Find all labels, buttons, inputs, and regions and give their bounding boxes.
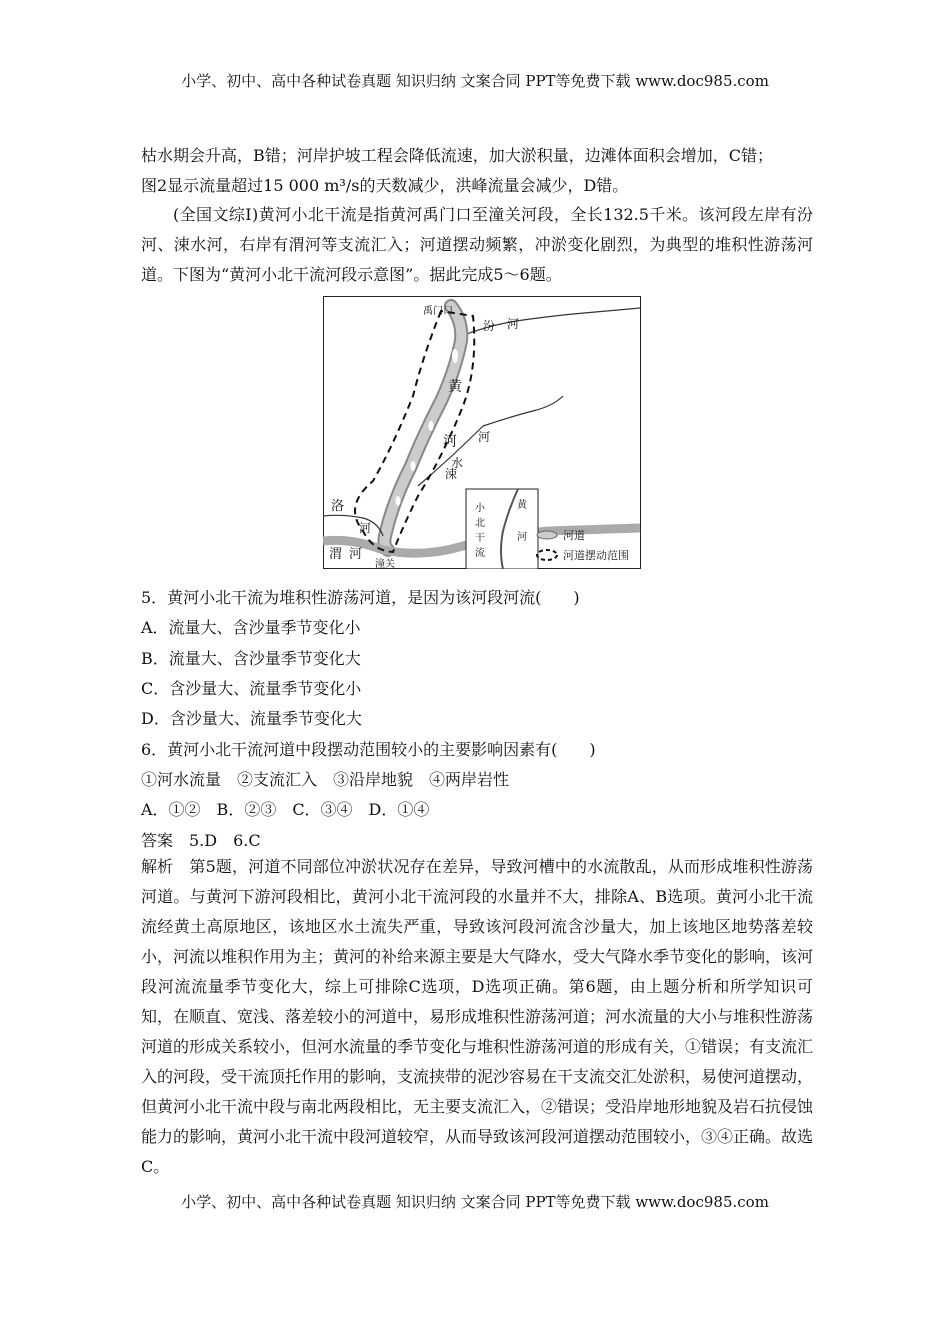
q5-option-d: D．含沙量大、流量季节变化大 [141, 709, 362, 728]
q6-options: A．①② B．②③ C．③④ D．①④ [141, 800, 430, 819]
legend-channel-icon [537, 531, 557, 539]
legend-channel-label: 河道 [563, 529, 585, 542]
label-tongguan: 潼关 [375, 559, 395, 569]
label-wei: 渭 [329, 547, 343, 562]
page-footer: 小学、初中、高中各种试卷真题 知识归纳 文案合同 PPT等免费下载 www.doc985.com [181, 1193, 769, 1211]
legend-swing-label: 河道摆动范围 [563, 549, 629, 562]
label-yumenkou: 禹门口 [423, 306, 453, 317]
label-luo: 洛 [331, 499, 345, 514]
intro-line-2: 图2显示流量超过15 000 m³/s的天数减少，洪峰流量会减少，D错。 [141, 176, 629, 195]
inset-char-3: 干 [475, 533, 485, 544]
label-wei-he: 河 [349, 547, 363, 562]
sandbar [396, 496, 401, 506]
label-he-right: 河 [478, 430, 491, 444]
inset-char-4: 流 [475, 548, 485, 559]
label-fen-2: 河 [507, 317, 520, 331]
analysis: 解析 第5题，河道不同部位冲淤状况存在差异，导致河槽中的水流散乱，从而形成堆积性游荡河道。与黄河下游河段相比，黄河小北干流河段的水量并不大，排除A、B选项。黄河小北干流流经黄土高原地区，该地区水土流失严重，导致该河段河流含沙量大，加上该地区地势落差较小，河流以堆积作用为主；黄河的补给来源主要是大气降水，受大气降水季节变化的影响，该河段河流流量季节变化大，综上可排除C选项，D选项正确。第6题，由上题分析和所学知识可知，在顺直、宽浅、落差较小的河道中，易形成堆积性游荡河道；河水流量的大小与堆积性游荡河道的形成关系较小，但河水流量的季节变化与堆积性游荡河道的形成有关，①错误；有支流汇入的河段，受干流顶托作用的影响，支流挟带的泥沙容易在干支流交汇处淤积，易使河道摆动，但黄河小北干流中段与南北两段相比，无主要支流汇入，②错误；受沿岸地形地貌及岩石抗侵蚀能力的影响，黄河小北干流中段河道较窄，从而导致该河段河道摆动范围较小，③④正确。故选C。 [141, 857, 814, 1176]
map-figure [323, 296, 641, 569]
label-su: 涑 [445, 467, 458, 481]
label-shui: 水 [451, 456, 464, 470]
intro-line-1: 枯水期会升高，B错；河岸护坡工程会降低流速，加大淤积量，边滩体面积会增加，C错； [141, 146, 774, 165]
q5-stem: 5．黄河小北干流为堆积性游荡河道，是因为该河段河流( ) [141, 588, 580, 607]
map-svg [323, 296, 641, 569]
inset-huang: 黄 [517, 500, 527, 511]
label-huang: 黄 [448, 379, 462, 395]
sandbar [411, 461, 416, 471]
label-he-main: 河 [443, 434, 457, 450]
passage: (全国文综Ⅰ)黄河小北干流是指黄河禹门口至潼关河段，全长132.5千米。该河段左岸有汾河、涑水河，右岸有渭河等支流汇入；河道摆动频繁，冲淤变化剧烈，为典型的堆积性游荡河道。下图为“黄河小北干流河段示意图”。据此完成5～6题。 [141, 205, 813, 284]
page-header: 小学、初中、高中各种试卷真题 知识归纳 文案合同 PPT等免费下载 www.doc985.com [181, 72, 769, 90]
q5-option-c: C．含沙量大、流量季节变化小 [141, 679, 362, 698]
label-fen-1: 汾 [483, 319, 496, 333]
q6-stem: 6．黄河小北干流河道中段摆动范围较小的主要影响因素有( ) [141, 740, 596, 759]
q5-option-a: A．流量大、含沙量季节变化小 [141, 618, 361, 637]
inset-he: 河 [517, 532, 527, 543]
q6-factors: ①河水流量 ②支流汇入 ③沿岸地貌 ④两岸岩性 [141, 770, 510, 789]
inset-char-1: 小 [475, 503, 485, 514]
answer: 答案 5.D 6.C [141, 831, 261, 850]
sandbar [429, 421, 434, 431]
label-luo-he: 河 [359, 521, 372, 535]
q5-option-b: B．流量大、含沙量季节变化大 [141, 649, 361, 668]
inset-char-2: 北 [475, 518, 485, 529]
sandbar [452, 349, 458, 363]
